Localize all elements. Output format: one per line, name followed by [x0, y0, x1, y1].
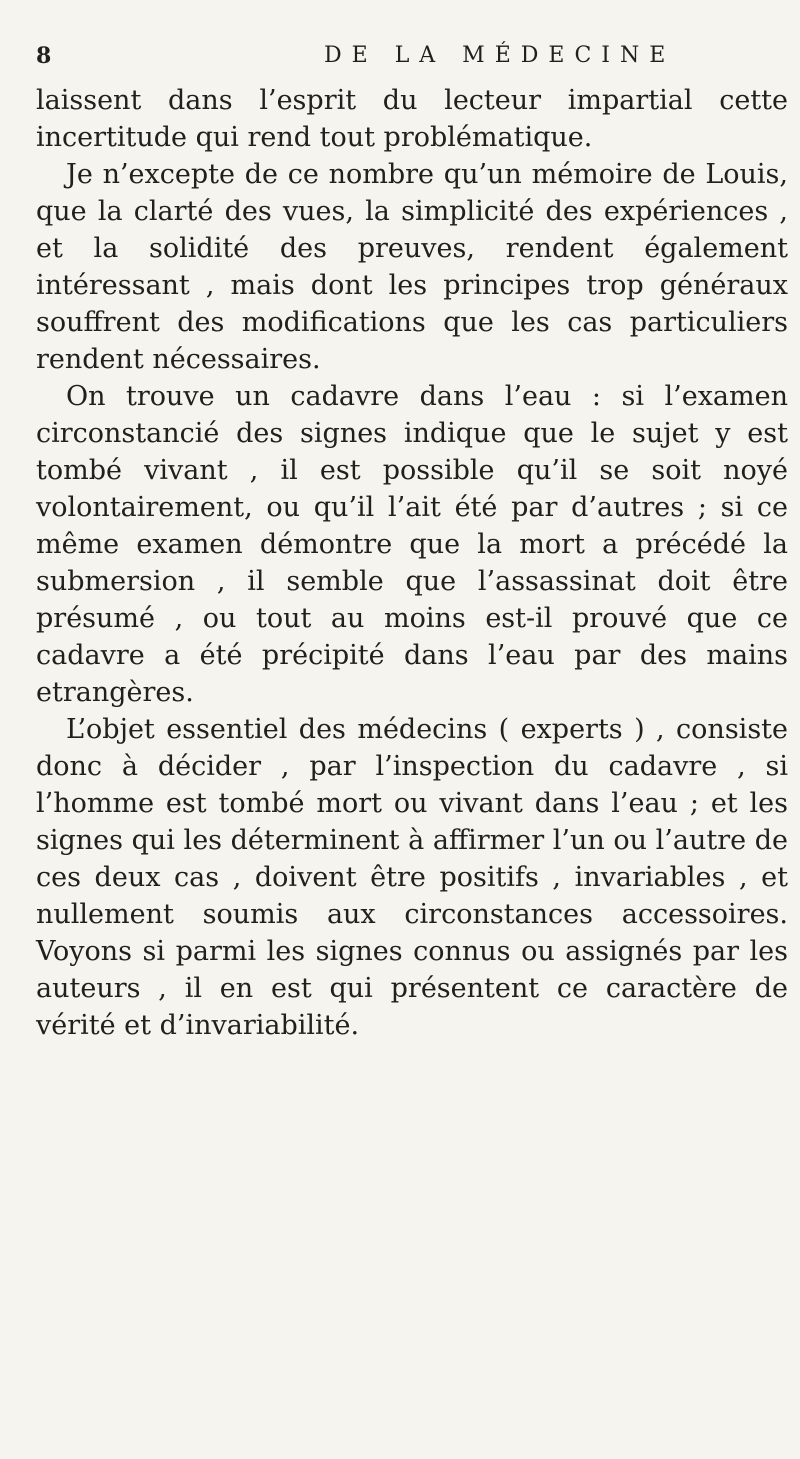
paragraph-louis-memoire: Je n’excepte de ce nombre qu’un mémoire de Louis, que la clarté des vues, la simplicité des expériences , et la solidité des preuves, rendent également intéressant , mais dont les principes trop généraux souffrent des modifications que les cas particuliers rendent nécessaires. — [36, 159, 788, 375]
paragraph-continued: laissent dans l’esprit du lecteur impartial cette incertitude qui rend tout problématique. — [36, 85, 788, 153]
body-text — [36, 82, 788, 1044]
paragraph-cadavre-eau: On trouve un cadavre dans l’eau : si l’examen circonstancié des signes indique que le sujet y est tombé vivant , il est possible qu’il se soit noyé volontairement, ou qu’il l’ait été par d’autres ; si ce même examen démontre que la mort a précédé la submersion , il semble que l’assassinat doit être présumé , ou tout au moins est-il prouvé que ce cadavre a été précipité dans l’eau par des mains etrangères. — [36, 381, 788, 708]
running-title: DE LA MÉDECINE — [324, 43, 676, 68]
page-header — [24, 36, 776, 76]
paragraph-objet-essentiel: L’objet essentiel des médecins ( experts ) , consiste donc à décider , par l’inspection du cadavre , si l’homme est tombé mort ou vivant dans l’eau ; et les signes qui les déterminent à affirmer l’un ou l’autre de ces deux cas , doivent être positifs , invariables , et nullement soumis aux circonstances accessoires. Voyons si parmi les signes connus ou assignés par les auteurs , il en est qui présentent ce caractère de vérité et d’invariabilité. — [36, 714, 788, 1041]
page-number: 8 — [36, 43, 52, 69]
